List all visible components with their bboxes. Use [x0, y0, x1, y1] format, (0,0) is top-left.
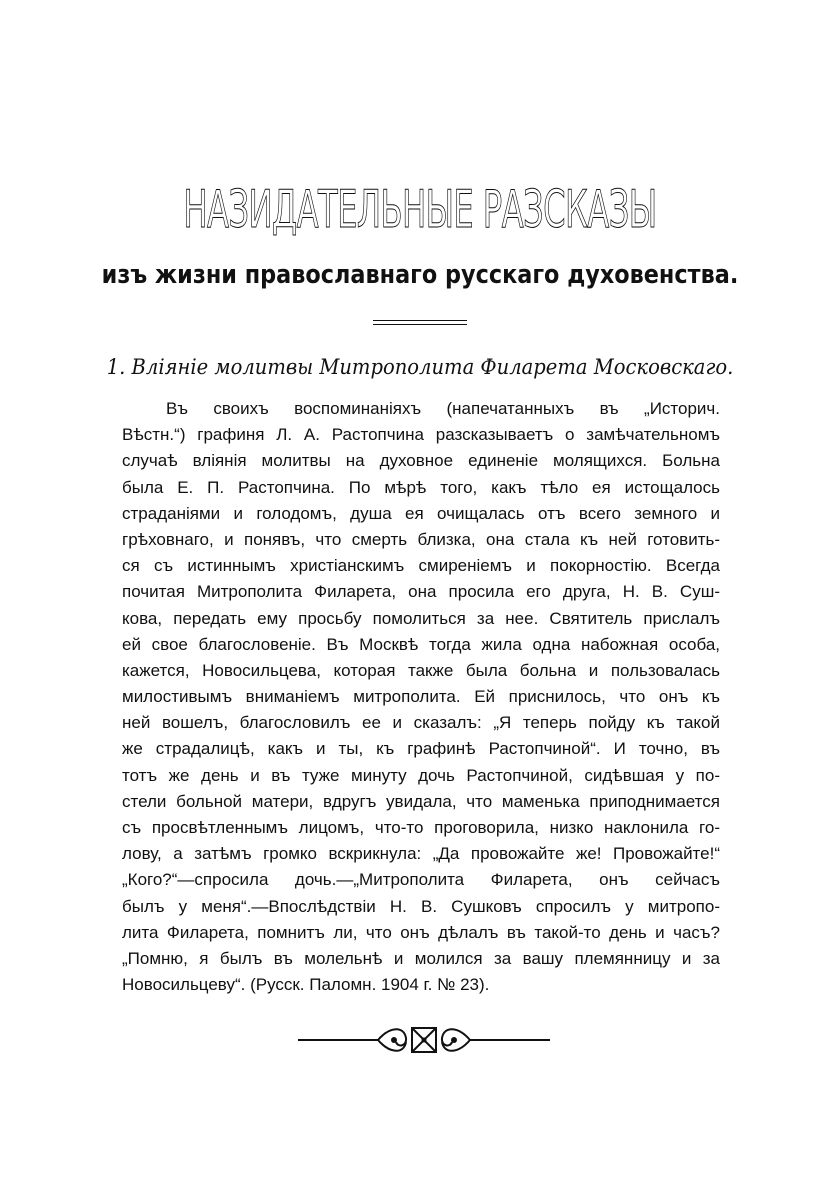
body-line: былъ у меня“.—Впослѣдствіи Н. В. Сушковъ спросилъ у митропо- [122, 896, 720, 916]
body-line: страданіями и голодомъ, душа ея очищалась отъ всего земного и [122, 503, 720, 523]
body-line: лита Филарета, помнитъ ли, что онъ дѣлалъ въ такой-то день и часъ? [122, 922, 720, 942]
body-line: милостивымъ вниманіемъ митрополита. Ей приснилось, что онъ къ [122, 687, 720, 707]
body-line: Новосильцеву“. (Русск. Паломн. 1904 г. № 23). [122, 975, 490, 995]
page-subtitle: изъ жизни православнаго русскаго духовенства. [101, 260, 739, 290]
body-line: ся съ истиннымъ христіанскимъ смиреніемъ и покорностію. Всегда [122, 556, 720, 576]
body-line: грѣховнаго, и понявъ, что смерть близка, она стала къ ней готовить- [122, 529, 720, 549]
flourish-ornament-icon [294, 1018, 554, 1062]
article-body [122, 396, 720, 998]
body-line: „Помню, я былъ въ молельнѣ и молился за вашу племянницу и за [122, 948, 720, 968]
body-line: кажется, Новосильцева, которая также была больна и пользовалась [122, 660, 720, 680]
body-line: лову, а затѣмъ громко вскрикнула: „Да провожайте же! Провожайте!“ [122, 844, 720, 864]
title-rule-top [373, 320, 467, 321]
body-line: „Кого?“—спросила дочь.—„Митрополита Филарета, онъ сейчасъ [122, 870, 720, 890]
body-line: стели больной матери, вдругъ увидала, что маменька приподнимается [122, 791, 720, 811]
section-heading: 1. Вліяніе молитвы Митрополита Филарета Московскаго. [106, 355, 734, 379]
body-line: съ просвѣтленнымъ лицомъ, что-то проговорила, низко наклонила го- [122, 818, 720, 837]
body-line: кова, передать ему просьбу помолиться за нее. Святитель прислалъ [122, 608, 720, 628]
body-line: же страдалицѣ, какъ и ты, къ графинѣ Растопчиной“. И точно, въ [122, 739, 720, 759]
body-line: Вѣстн.“) графиня Л. А. Растопчина разсказываетъ о замѣчательномъ [122, 425, 720, 445]
body-line: Въ своихъ воспоминаніяхъ (напечатанныхъ въ „Историч. [166, 399, 720, 418]
body-line: была Е. П. Растопчина. По мѣрѣ того, какъ тѣло ея истощалось [122, 477, 720, 497]
body-line: ей свое благословеніе. Въ Москвѣ тогда жила одна набожная особа, [122, 634, 720, 654]
title-rule-bottom [373, 324, 467, 325]
body-line: случаѣ вліянія молитвы на духовное единеніе молящихся. Больна [122, 451, 720, 471]
body-line: ней вошелъ, благословилъ ее и сказалъ: „Я теперь пойду къ такой [122, 713, 720, 733]
body-line: тотъ же день и въ туже минуту дочь Растопчиной, сидѣвшая у по- [122, 765, 720, 785]
page-title: НАЗИДАТЕЛЬНЫЕ РАЗСКАЗЫ [183, 180, 657, 240]
body-line: почитая Митрополита Филарета, она просила его друга, Н. В. Суш- [122, 582, 720, 602]
